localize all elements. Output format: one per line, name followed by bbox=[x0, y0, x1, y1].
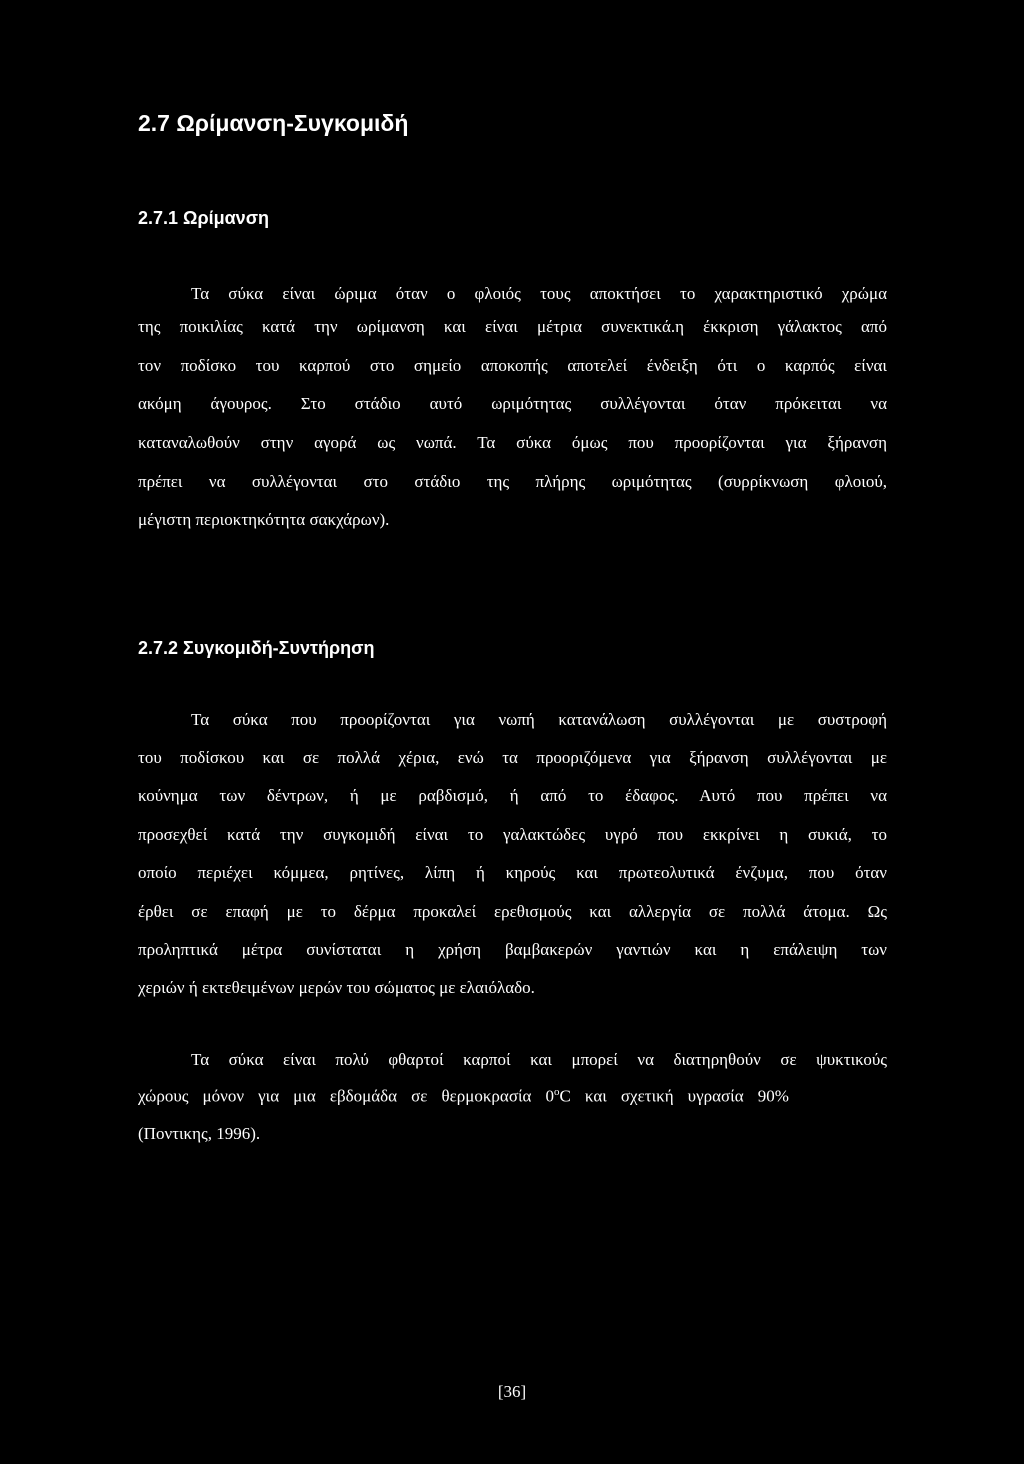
text-segment: C και σχετική υγρασία 90% bbox=[559, 1086, 789, 1106]
text-line: (Ποντικης, 1996). bbox=[138, 1124, 261, 1143]
text-line: ακόμη άγουρος. Στο στάδιο αυτό ωριμότητας συλλέγονται όταν πρόκειται να bbox=[138, 394, 887, 413]
text-line: καταναλωθούν στην αγορά ως νωπά. Τα σύκα όμως που προορίζονται για ξήρανση bbox=[138, 433, 887, 452]
text-line: οποίο περιέχει κόμμεα, ρητίνες, λίπη ή κηρούς και πρωτεολυτικά ένζυμα, που όταν bbox=[138, 863, 887, 882]
text-line-with-temperature bbox=[138, 1086, 887, 1110]
degree-symbol: o bbox=[554, 1086, 560, 1098]
text-line: προσεχθεί κατά την συγκομιδή είναι το γαλακτώδες υγρό που εκκρίνει η συκιά, το bbox=[138, 825, 887, 844]
text-line: χεριών ή εκτεθειμένων μερών του σώματος με ελαιόλαδο. bbox=[138, 978, 535, 997]
text-line: Τα σύκα είναι πολύ φθαρτοί καρποί και μπορεί να διατηρηθούν σε ψυκτικούς bbox=[191, 1050, 887, 1069]
page-number: [36] bbox=[497, 1382, 527, 1401]
section-title: 2.7 Ωρίμανση-Συγκομιδή bbox=[138, 110, 409, 136]
text-line: Τα σύκα που προορίζονται για νωπή κατανάλωση συλλέγονται με συστροφή bbox=[191, 710, 887, 729]
text-line: του ποδίσκου και σε πολλά χέρια, ενώ τα προοριζόμενα για ξήρανση συλλέγονται με bbox=[138, 748, 887, 767]
text-line: τον ποδίσκο του καρπού στο σημείο αποκοπής αποτελεί ένδειξη ότι ο καρπός είναι bbox=[138, 356, 887, 375]
text-line: προληπτικά μέτρα συνίσταται η χρήση βαμβακερών γαντιών και η επάλειψη των bbox=[138, 940, 887, 959]
subsection-title-ripening: 2.7.1 Ωρίμανση bbox=[138, 208, 270, 228]
subsection-title-harvest: 2.7.2 Συγκομιδή-Συντήρηση bbox=[138, 638, 375, 658]
text-segment: χώρους μόνον για μια εβδομάδα σε θερμοκρασία 0 bbox=[138, 1086, 555, 1106]
text-line: της ποικιλίας κατά την ωρίμανση και είναι μέτρια συνεκτικά.η έκκριση γάλακτος από bbox=[138, 317, 887, 336]
text-line: Τα σύκα είναι ώριμα όταν ο φλοιός τους αποκτήσει το χαρακτηριστικό χρώμα bbox=[191, 284, 887, 303]
text-line: μέγιστη περιοκτηκότητα σακχάρων). bbox=[138, 510, 390, 529]
text-line: πρέπει να συλλέγονται στο στάδιο της πλήρης ωριμότητας (συρρίκνωση φλοιού, bbox=[138, 472, 887, 491]
text-line: κούνημα των δέντρων, ή με ραβδισμό, ή από το έδαφος. Αυτό που πρέπει να bbox=[138, 786, 887, 805]
text-line: έρθει σε επαφή με το δέρμα προκαλεί ερεθισμούς και αλλεργία σε πολλά άτομα. Ως bbox=[138, 902, 887, 921]
